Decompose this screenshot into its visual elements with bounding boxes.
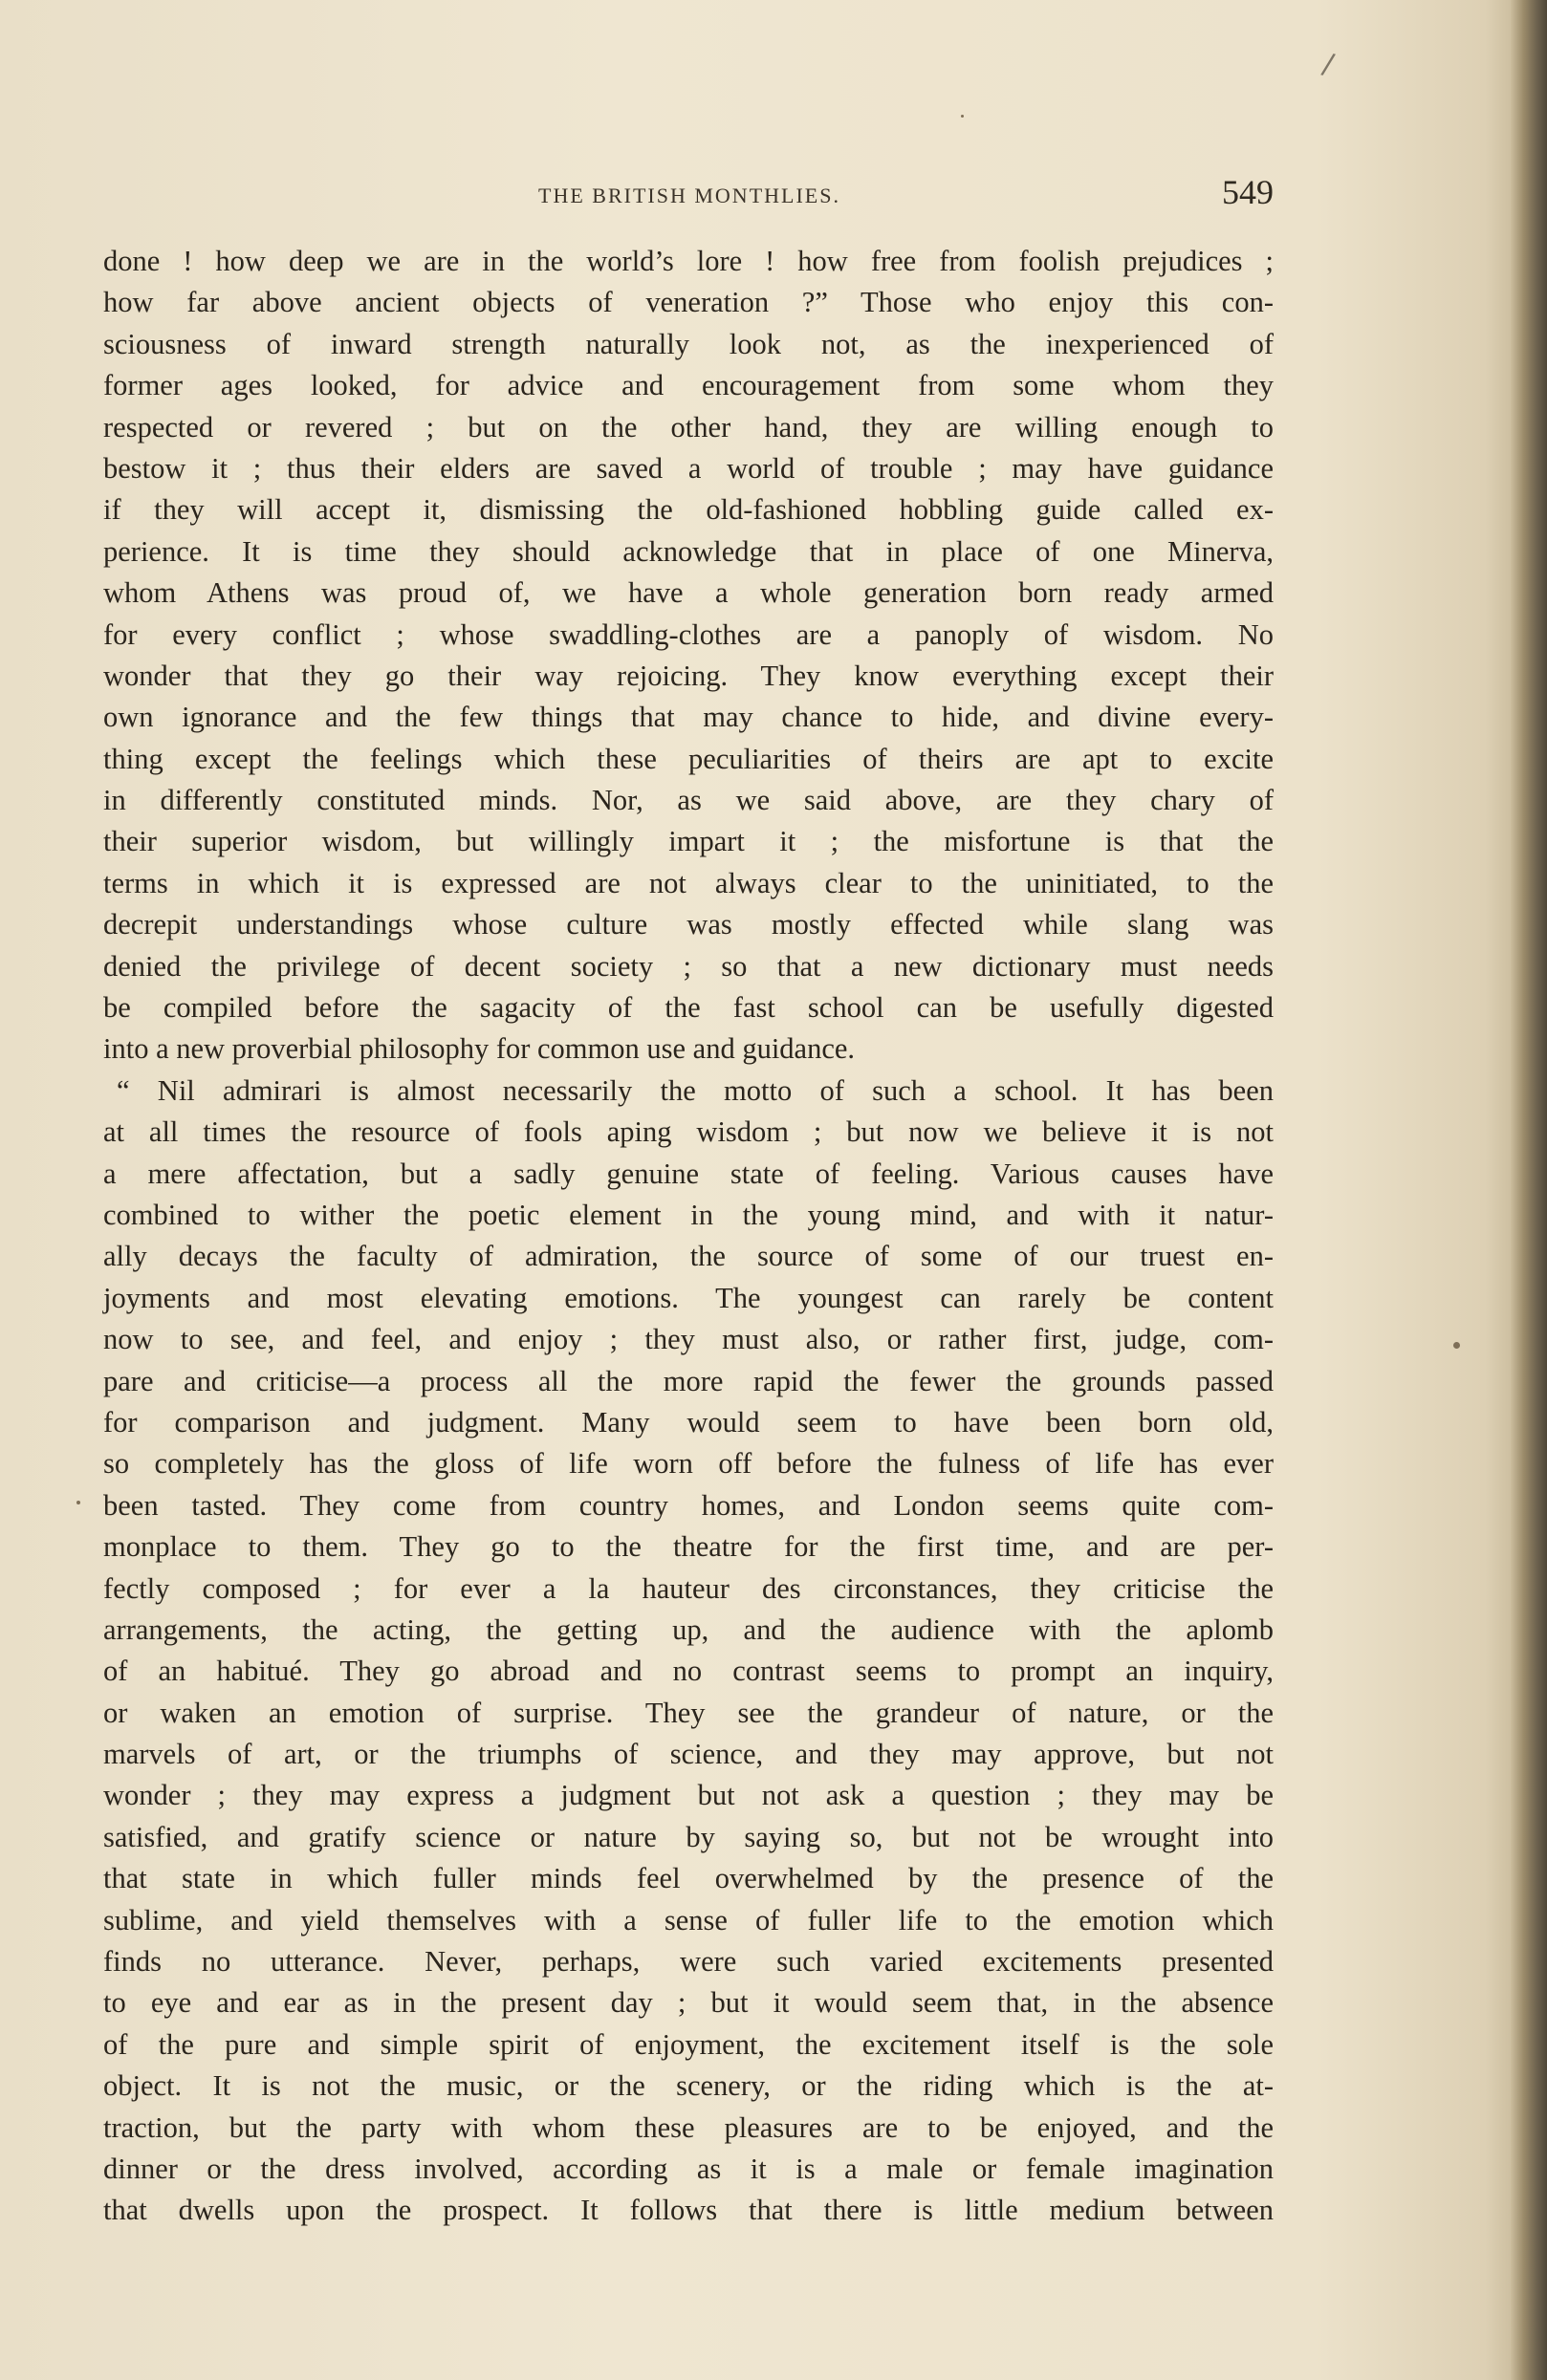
text-line: now to see, and feel, and enjoy ; they must also, or rather first, judge, com- xyxy=(103,1323,1274,1356)
text-line: pare and criticise—a process all the more rapid the fewer the grounds passed xyxy=(103,1364,1274,1397)
text-line: joyments and most elevating emotions. The youngest can rarely be content xyxy=(103,1281,1274,1314)
text-line: to eye and ear as in the present day ; but it would seem that, in the absence xyxy=(103,1986,1274,2020)
text-line: monplace to them. They go to the theatre for the first time, and are per- xyxy=(103,1530,1274,1564)
text-line: into a new proverbial philosophy for common use and guidance. xyxy=(103,1032,856,1066)
paper-speck xyxy=(1453,1342,1460,1349)
text-line: been tasted. They come from country homes, and London seems quite com- xyxy=(103,1488,1274,1522)
text-line: respected or revered ; but on the other hand, they are willing enough to xyxy=(103,410,1274,444)
text-line: decrepit understandings whose culture was mostly effected while slang was xyxy=(103,908,1274,941)
text-line: dinner or the dress involved, according as it is a male or female imagination xyxy=(103,2152,1274,2185)
text-line: be compiled before the sagacity of the fast school can be usefully digested xyxy=(103,991,1274,1025)
text-line: or waken an emotion of surprise. They see the grandeur of nature, or the xyxy=(103,1696,1274,1729)
text-line: denied the privilege of decent society ; so that a new dictionary must needs xyxy=(103,949,1274,983)
text-line: that dwells upon the prospect. It follows that there is little medium between xyxy=(103,2194,1274,2227)
text-line: marvels of art, or the triumphs of science, and they may approve, but not xyxy=(103,1738,1274,1771)
text-line: object. It is not the music, or the scenery, or the riding which is the at- xyxy=(103,2069,1274,2103)
text-line: in differently constituted minds. Nor, as we said above, are they chary of xyxy=(103,784,1274,817)
text-line: at all times the resource of fools aping wisdom ; but now we believe it is not xyxy=(103,1115,1274,1149)
text-line: fectly composed ; for ever a la hauteur des circonstances, they criticise the xyxy=(103,1571,1274,1605)
body-text xyxy=(103,241,1274,2232)
running-head: THE BRITISH MONTHLIES. xyxy=(538,184,840,207)
pencil-margin-mark: / xyxy=(1318,47,1338,82)
text-line: for comparison and judgment. Many would seem to have been born old, xyxy=(103,1405,1274,1439)
text-line: a mere affectation, but a sadly genuine state of feeling. Various causes have xyxy=(103,1157,1274,1190)
text-line: sublime, and yield themselves with a sense of fuller life to the emotion which xyxy=(103,1903,1274,1936)
text-line: if they will accept it, dismissing the old-fashioned hobbling guide called ex- xyxy=(103,493,1274,527)
text-line: of the pure and simple spirit of enjoyment, the excitement itself is the sole xyxy=(103,2027,1274,2061)
text-line: of an habitué. They go abroad and no contrast seems to prompt an inquiry, xyxy=(103,1655,1274,1688)
paper-speck xyxy=(76,1501,80,1504)
text-line: whom Athens was proud of, we have a whole generation born ready armed xyxy=(103,576,1274,610)
text-line: wonder ; they may express a judgment but not ask a question ; they may be xyxy=(103,1779,1274,1812)
text-line: done ! how deep we are in the world’s lore ! how free from foolish prejudices ; xyxy=(103,245,1274,277)
text-line: traction, but the party with whom these pleasures are to be enjoyed, and the xyxy=(103,2110,1274,2144)
text-line: combined to wither the poetic element in the young mind, and with it natur- xyxy=(103,1198,1274,1231)
page-number: 549 xyxy=(1222,173,1274,211)
book-binding-edge xyxy=(1511,0,1547,2380)
paper-speck xyxy=(961,115,964,118)
text-line: ally decays the faculty of admiration, the source of some of our truest en- xyxy=(103,1240,1274,1273)
text-line: how far above ancient objects of veneration ?” Those who enjoy this con- xyxy=(103,286,1274,319)
text-line: finds no utterance. Never, perhaps, were such varied excitements presented xyxy=(103,1945,1274,1979)
text-line: thing except the feelings which these peculiarities of theirs are apt to excite xyxy=(103,742,1274,775)
text-line: bestow it ; thus their elders are saved a world of trouble ; may have guidance xyxy=(103,451,1274,485)
text-line: so completely has the gloss of life worn off before the fulness of life has ever xyxy=(103,1447,1274,1481)
text-line: terms in which it is expressed are not always clear to the uninitiated, to the xyxy=(103,866,1274,899)
text-line: “ Nil admirari is almost necessarily the motto of such a school. It has been xyxy=(117,1073,1274,1107)
text-line: sciousness of inward strength naturally look not, as the inexperienced of xyxy=(103,327,1274,360)
page-header xyxy=(105,173,1274,226)
text-line: own ignorance and the few things that may chance to hide, and divine every- xyxy=(103,701,1274,734)
text-line: arrangements, the acting, the getting up, and the audience with the aplomb xyxy=(103,1612,1274,1646)
text-line: perience. It is time they should acknowledge that in place of one Minerva, xyxy=(103,534,1274,568)
text-line: satisfied, and gratify science or nature by saying so, but not be wrought into xyxy=(103,1820,1274,1853)
text-line: wonder that they go their way rejoicing. They know everything except their xyxy=(103,659,1274,692)
text-line: their superior wisdom, but willingly impart it ; the misfortune is that the xyxy=(103,825,1274,858)
text-line: for every conflict ; whose swaddling-clothes are a panoply of wisdom. No xyxy=(103,617,1274,651)
text-line: that state in which fuller minds feel overwhelmed by the presence of the xyxy=(103,1862,1274,1895)
text-line: former ages looked, for advice and encouragement from some whom they xyxy=(103,369,1274,402)
